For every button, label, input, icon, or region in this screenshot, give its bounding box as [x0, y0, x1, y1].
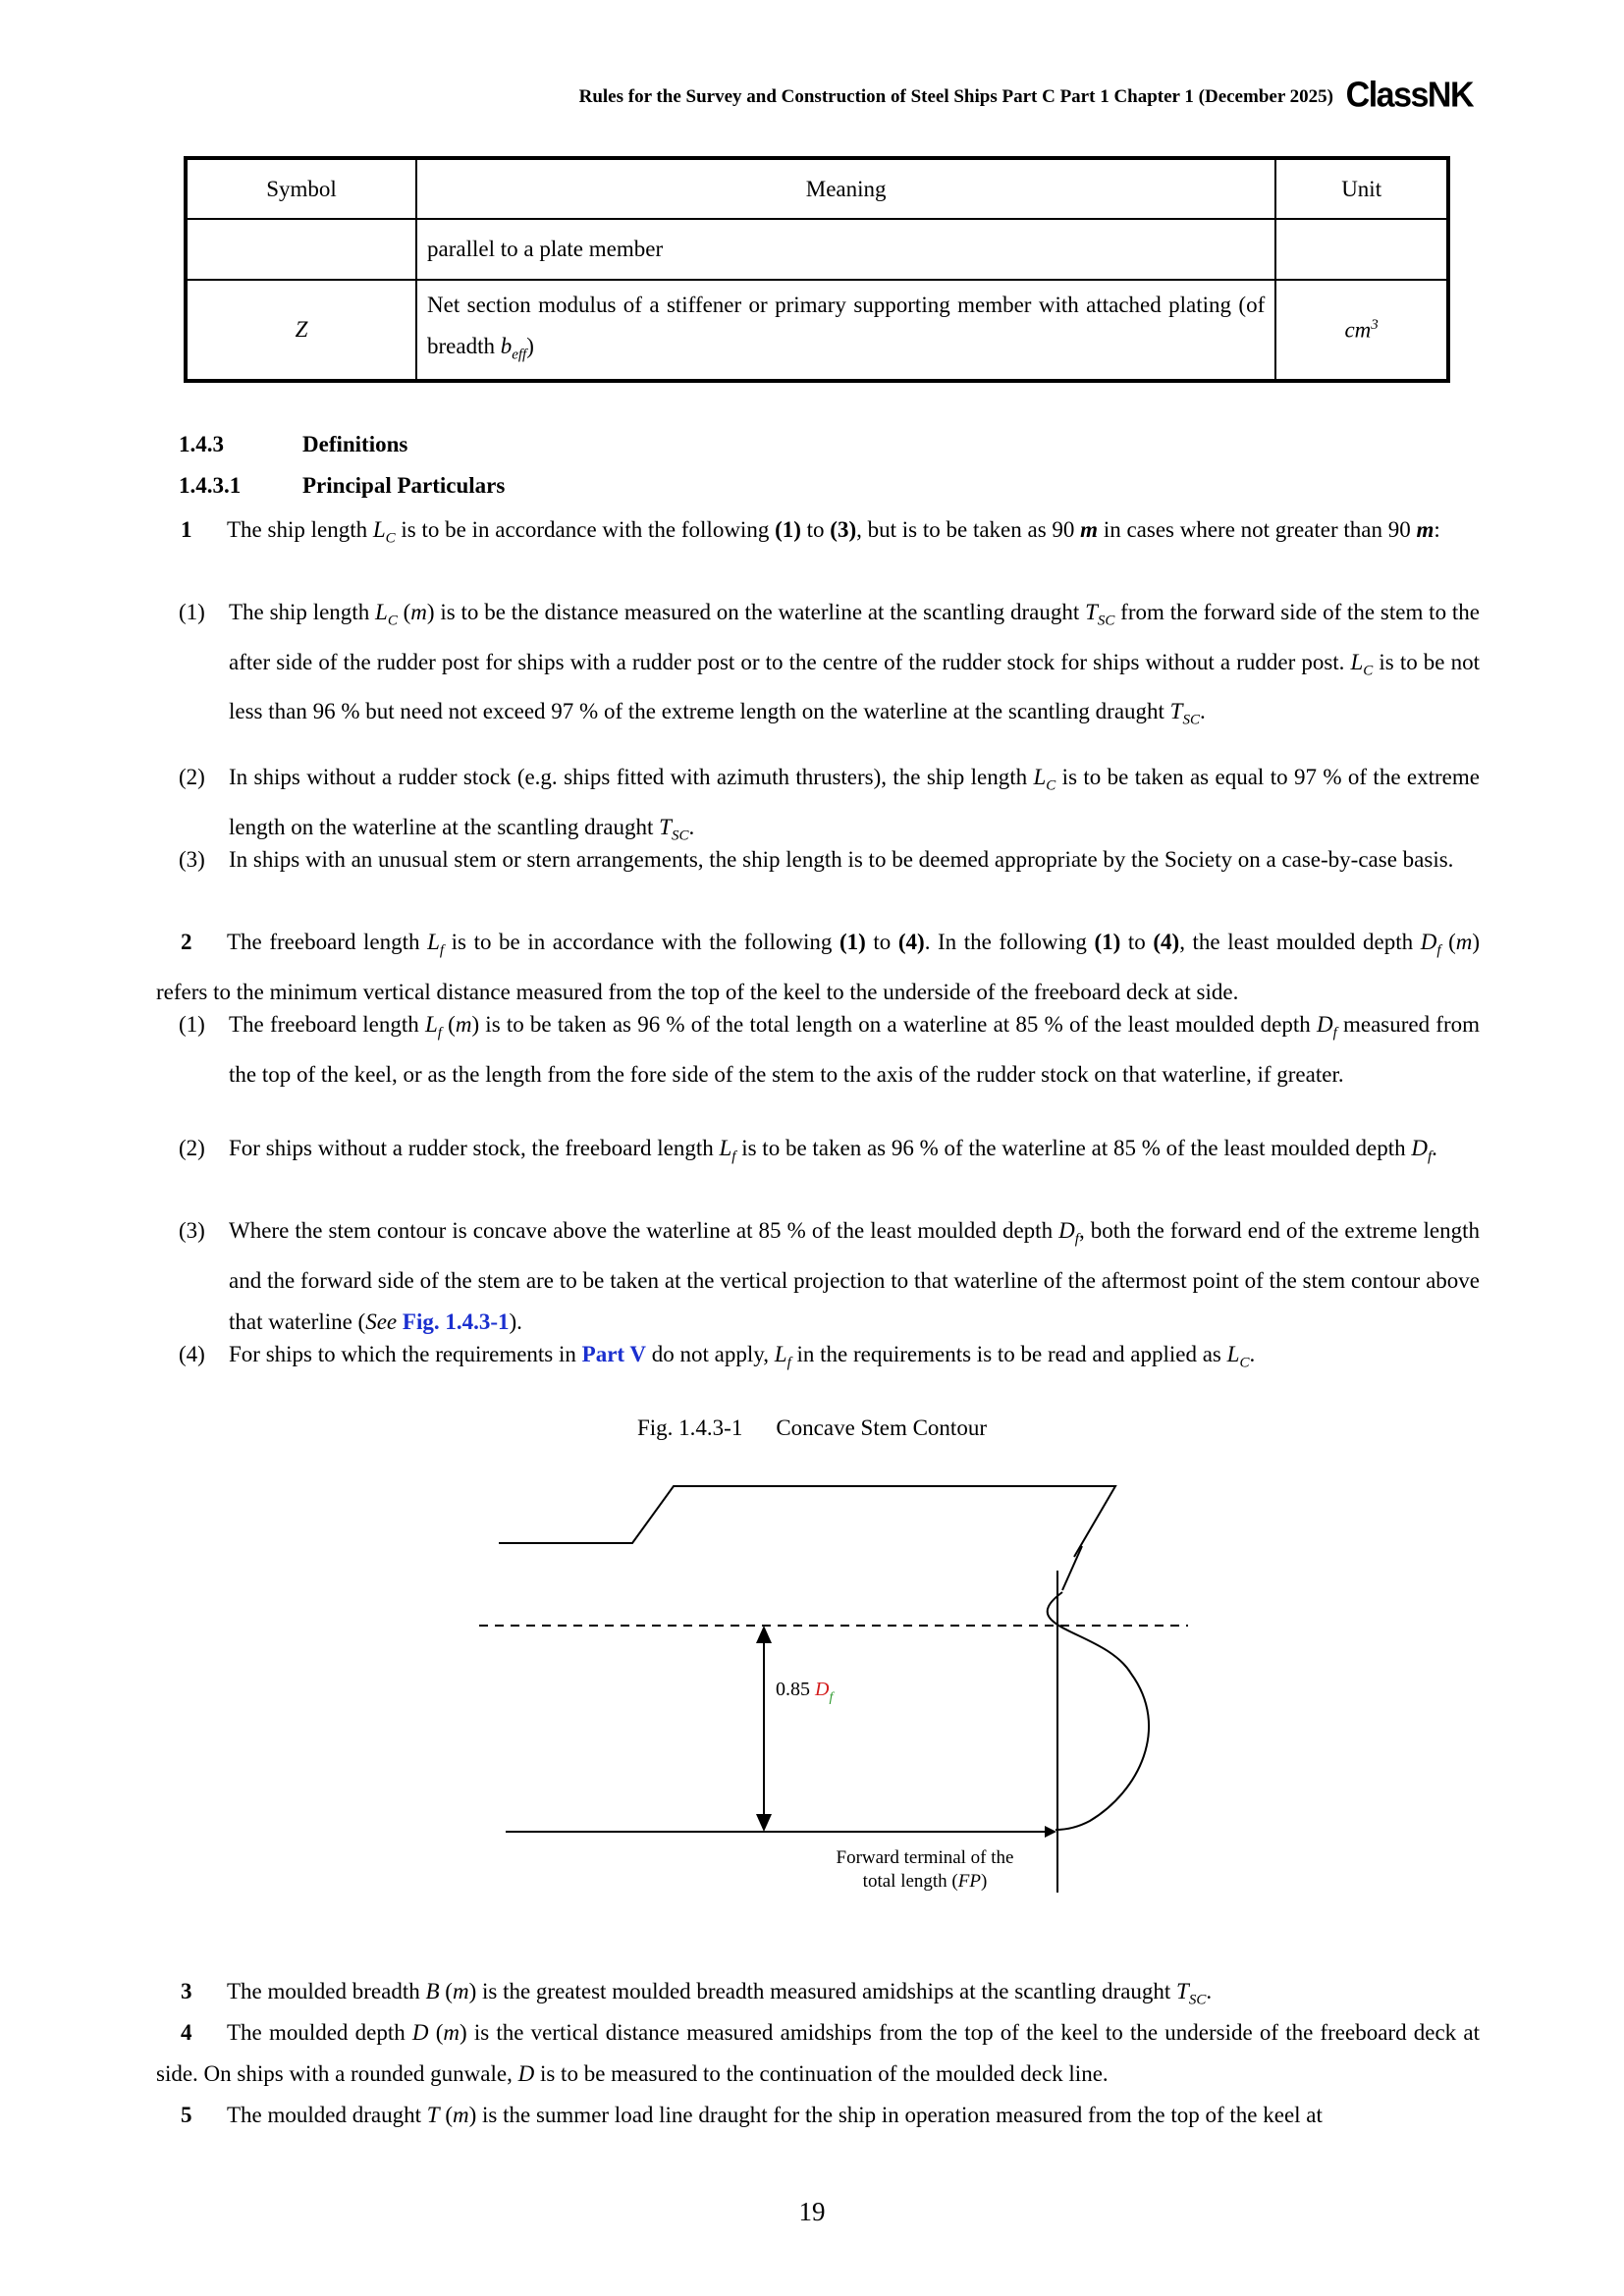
list-item: [179, 1128, 1480, 1178]
part-v-link[interactable]: Part V: [581, 1342, 647, 1366]
meaning-text: ): [526, 333, 534, 358]
cell-symbol: [186, 219, 416, 280]
col-header-meaning: Meaning: [416, 158, 1275, 219]
dimension-label: 0.85 $D_f$: [776, 1679, 834, 1705]
list-item: [179, 1210, 1480, 1343]
paragraph-1: 1 The ship length $L_C$ is to be in accordance with the following (1) to (3), but is to be taken as 90 m in cases where not greater than 90 m:: [156, 509, 1480, 560]
deck-outline: [499, 1486, 1115, 1557]
item-label: (3): [179, 1218, 205, 1243]
item-label: (1): [179, 1012, 205, 1037]
symbol-table: [184, 156, 1450, 383]
figure-number: Fig. 1.4.3-1: [637, 1415, 743, 1440]
item-label: (4): [179, 1342, 205, 1366]
unit-text: cm: [1344, 317, 1372, 343]
item-text: In ships with an unusual stem or stern arrangements, the ship length is to be deemed appropriate by the Society on a case-by-case basis.: [229, 847, 1454, 872]
arrowhead-up: [756, 1626, 772, 1643]
classnk-logo: ClassNK: [1345, 76, 1473, 115]
stem-contour-figure: [461, 1472, 1208, 1914]
paragraph-number: 4: [181, 2020, 192, 2045]
list-item: [179, 1334, 1480, 1384]
list-item: [179, 592, 1480, 741]
item-text: The ship length $L_C$ (m) is to be the distance measured on the waterline at the scantling draught $T_{SC}$ from the forward side of the stem to the after side of the rudder post for ships with a rudder post or to the centre of the rudder stock for ships without a rudder post. $L_C$ is to be not less than 96 % but need not exceed 97 % of the extreme length on the waterline at the scantling draught $T_{SC}$.: [229, 600, 1480, 728]
table-row: [186, 280, 1448, 381]
symbol-sub: eff: [512, 347, 527, 363]
table-row: [186, 219, 1448, 280]
section-title: Definitions: [302, 432, 408, 456]
cell-unit: [1275, 219, 1448, 280]
paragraph-3: 3 The moulded breadth B (m) is the greatest moulded breadth measured amidships at the scantling draught $T_{SC}$.: [156, 1971, 1480, 2021]
stem-upper-line: [1062, 1546, 1082, 1590]
item-label: (3): [179, 847, 205, 872]
item-text: Where the stem contour is concave above the waterline at 85 % of the least moulded depth $D_f$, both the forward end of the extreme length and the forward side of the stem are to be taken at the vertical projection to that waterline of the aftermost point of the stem contour above that waterline (See Fig. 1.4.3-1).: [229, 1218, 1480, 1334]
paragraph-number: 5: [181, 2103, 192, 2127]
page-header: [491, 77, 1473, 120]
paragraph-number: 2: [181, 930, 192, 954]
item-label: (1): [179, 600, 205, 624]
unit-exponent: 3: [1371, 316, 1379, 333]
cell-meaning: [416, 280, 1275, 381]
figure-link[interactable]: Fig. 1.4.3-1: [402, 1308, 510, 1334]
header-title: Rules for the Survey and Construction of Steel Ships Part C Part 1 Chapter 1 (December 2025): [578, 86, 1333, 107]
subsection-number: 1.4.3.1: [179, 473, 242, 498]
list-item: [179, 839, 1480, 881]
item-label: (2): [179, 765, 205, 789]
arrowhead-down: [756, 1814, 772, 1832]
item-label: (2): [179, 1136, 205, 1160]
page-number: 19: [798, 2197, 826, 2226]
paragraph-2: 2 The freeboard length $L_f$ is to be in accordance with the following (1) to (4). In the following (1) to (4), the least moulded depth $D_f$ (m) refers to the minimum vertical distance measured from the top of the keel to the underside of the freeboard deck at side.: [156, 922, 1480, 1013]
cell-unit: [1275, 280, 1448, 381]
fp-label-line2: total length (FP): [862, 1871, 988, 1892]
meaning-text: Net section modulus of a stiffener or primary supporting member with attached plating (of breadth: [427, 292, 1266, 358]
list-item: [179, 1004, 1480, 1095]
item-text: For ships without a rudder stock, the freeboard length $L_f$ is to be taken as 96 % of the waterline at 85 % of the least moulded depth $D_f$.: [229, 1136, 1437, 1165]
figure-caption: [0, 1415, 1624, 1441]
paragraph-5: 5 The moulded draught T (m) is the summer load line draught for the ship in operation measured from the top of the keel at: [156, 2095, 1480, 2136]
cell-symbol: Z: [186, 280, 416, 381]
fp-label-line1: Forward terminal of the: [836, 1847, 1014, 1868]
stem-contour-curve: [1048, 1592, 1149, 1830]
cell-meaning: parallel to a plate member: [416, 219, 1275, 280]
item-text: For ships to which the requirements in Part V do not apply, $L_f$ in the requirements is to be read and applied as $L_C$.: [229, 1342, 1256, 1371]
symbol-b: b: [500, 333, 513, 358]
section-number: 1.4.3: [179, 432, 224, 456]
item-text: In ships without a rudder stock (e.g. ships fitted with azimuth thrusters), the ship length $L_C$ is to be taken as equal to 97 % of the extreme length on the waterline at the scantling draught $T_{SC}$.: [229, 765, 1480, 844]
figure-title: Concave Stem Contour: [776, 1415, 987, 1440]
paragraph-4: 4 The moulded depth D (m) is the vertical distance measured amidships from the top of the keel to the underside of the freeboard deck at side. On ships with a rounded gunwale, D is to be measured to the continuation of the moulded deck line.: [156, 2012, 1480, 2095]
paragraph-number: 1: [181, 517, 192, 542]
col-header-unit: Unit: [1275, 158, 1448, 219]
table-header-row: [186, 158, 1448, 219]
col-header-symbol: Symbol: [186, 158, 416, 219]
item-text: The freeboard length $L_f$ (m) is to be taken as 96 % of the total length on a waterline at 85 % of the least moulded depth $D_f$ measured from the top of the keel, or as the length from the fore side of the stem to the axis of the rudder stock on that waterline, if greater.: [229, 1012, 1481, 1087]
paragraph-number: 3: [181, 1979, 192, 2003]
subsection-title: Principal Particulars: [302, 473, 506, 498]
